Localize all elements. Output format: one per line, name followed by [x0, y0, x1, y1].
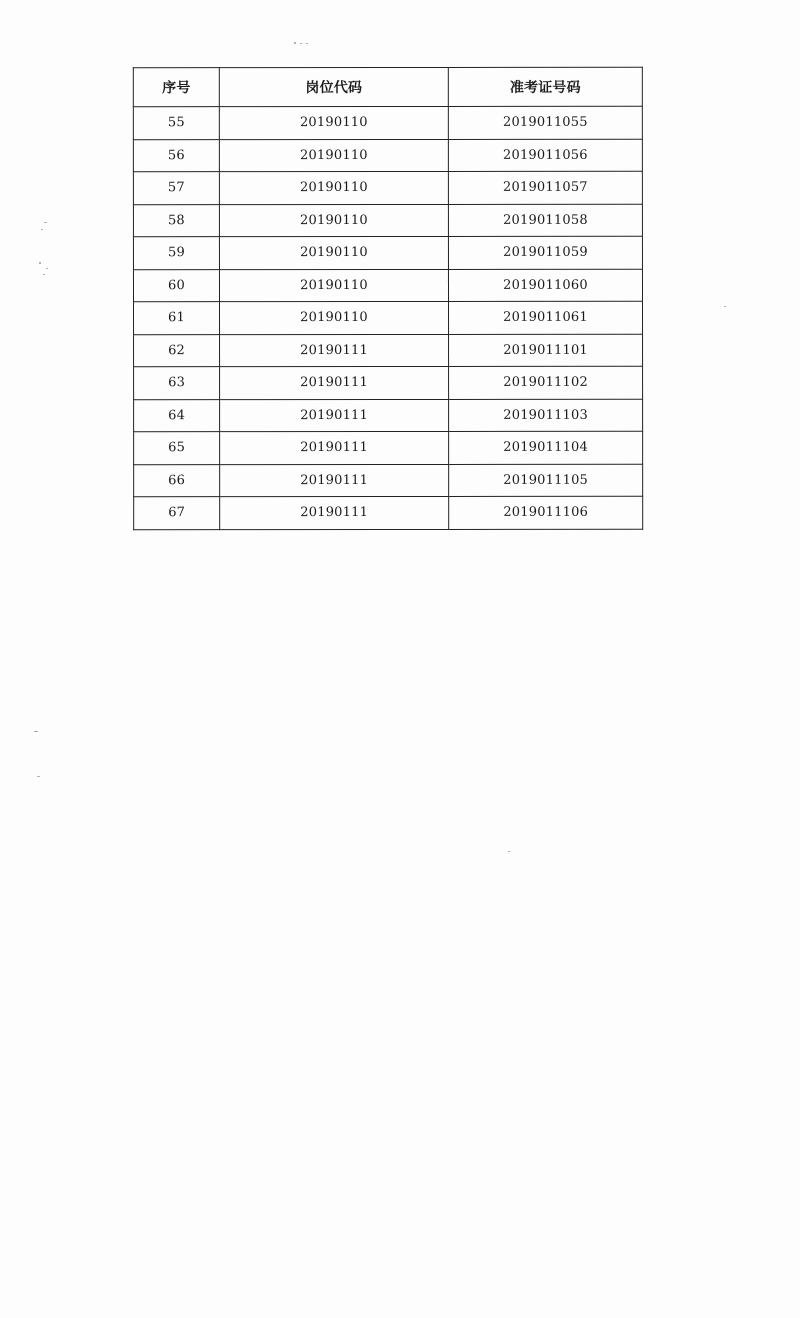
cell-position-code: 20190110 [219, 236, 448, 269]
cell-admission-ticket-number: 2019011056 [448, 139, 642, 172]
cell-position-code: 20190111 [220, 431, 449, 464]
cell-admission-ticket-number: 2019011106 [449, 496, 643, 529]
cell-admission-ticket-number: 2019011059 [448, 236, 642, 269]
cell-serial-number: 56 [133, 139, 219, 172]
table-row [133, 204, 642, 237]
table-row [133, 106, 642, 139]
cell-admission-ticket-number: 2019011060 [448, 269, 642, 302]
cell-admission-ticket-number: 2019011104 [449, 431, 643, 464]
table-row [134, 334, 643, 367]
table-header-row [133, 67, 642, 106]
cell-admission-ticket-number: 2019011061 [449, 301, 643, 334]
cell-serial-number: 57 [133, 172, 219, 205]
table-row [133, 139, 642, 172]
cell-position-code: 20190111 [220, 399, 449, 432]
scan-speck [37, 776, 40, 777]
cell-serial-number: 58 [133, 204, 219, 237]
table-body [133, 106, 642, 529]
table-row [134, 301, 643, 334]
cell-position-code: 20190110 [219, 204, 448, 237]
cell-position-code: 20190111 [220, 496, 449, 529]
cell-serial-number: 55 [133, 107, 219, 140]
cell-serial-number: 67 [134, 497, 220, 530]
table-row [134, 366, 643, 399]
cell-position-code: 20190111 [220, 464, 449, 497]
scan-speck [306, 43, 308, 44]
header-admission-ticket-number: 准考证号码 [448, 67, 642, 106]
cell-serial-number: 65 [134, 432, 220, 465]
table-row [133, 236, 642, 269]
scan-speck [39, 262, 41, 264]
table-row [134, 496, 643, 529]
cell-position-code: 20190110 [220, 301, 449, 334]
scan-speck [294, 42, 296, 44]
scan-speck [43, 274, 45, 275]
cell-serial-number: 66 [134, 464, 220, 497]
cell-position-code: 20190110 [219, 106, 448, 139]
cell-admission-ticket-number: 2019011055 [448, 106, 642, 139]
cell-position-code: 20190110 [219, 139, 448, 172]
table-row [134, 464, 643, 497]
cell-position-code: 20190110 [219, 171, 448, 204]
cell-serial-number: 63 [134, 367, 220, 400]
cell-serial-number: 61 [134, 302, 220, 335]
table-row [133, 171, 642, 204]
cell-admission-ticket-number: 2019011105 [449, 464, 643, 497]
cell-serial-number: 64 [134, 399, 220, 432]
table-row [134, 431, 643, 464]
header-serial-number: 序号 [133, 68, 219, 107]
cell-serial-number: 59 [133, 237, 219, 270]
scan-speck [724, 306, 726, 307]
cell-admission-ticket-number: 2019011058 [448, 204, 642, 237]
cell-admission-ticket-number: 2019011102 [449, 366, 643, 399]
cell-position-code: 20190111 [220, 366, 449, 399]
scan-speck [44, 222, 47, 223]
cell-position-code: 20190110 [219, 269, 448, 302]
table-row [134, 399, 643, 432]
cell-admission-ticket-number: 2019011057 [448, 171, 642, 204]
cell-admission-ticket-number: 2019011101 [449, 334, 643, 367]
scan-speck [300, 43, 302, 44]
table-row [133, 269, 642, 302]
cell-serial-number: 60 [133, 269, 219, 302]
cell-position-code: 20190111 [220, 334, 449, 367]
scan-speck [46, 268, 48, 269]
scan-speck [41, 229, 43, 230]
scan-speck [508, 851, 510, 852]
cell-admission-ticket-number: 2019011103 [449, 399, 643, 432]
header-position-code: 岗位代码 [219, 67, 448, 106]
cell-serial-number: 62 [134, 334, 220, 367]
scan-speck [34, 731, 38, 732]
admission-table [133, 67, 643, 530]
